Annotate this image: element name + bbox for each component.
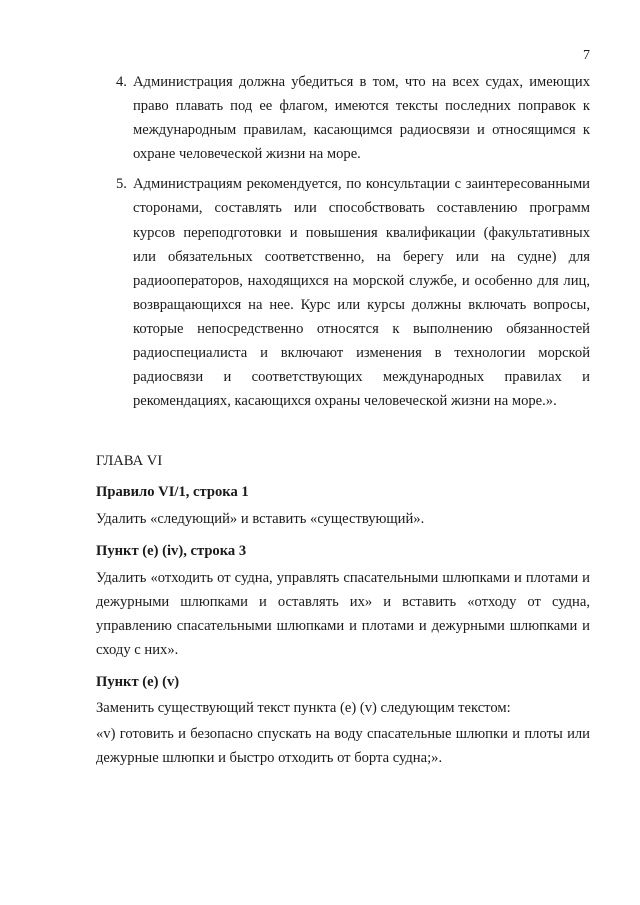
list-item-number: 5.	[116, 176, 127, 193]
numbered-list	[116, 70, 590, 413]
list-item-text: Администрация должна убедиться в том, что на всех судах, имеющих право плавать под ее флагом, имеются тексты последних поправок к международным правилам, касающимся радиосвязи и относящимся к охране человеческой жизни на море.	[133, 74, 590, 163]
page-number: 7	[583, 48, 590, 63]
section-paragraph: «v) готовить и безопасно спускать на воду спасательные шлюпки и плоты или дежурные шлюпки и быстро отходить от борта судна;».	[96, 726, 590, 767]
chapter-title: ГЛАВА VI	[96, 453, 163, 469]
list-item-text: Администрациям рекомендуется, по консультации с заинтересованными сторонами, составлять или способствовать составлению программ курсов переподготовки и повышения квалификации (факультативных или обязательных соответственно, на берегу или на судне) для радиооператоров, находящихся на морской службе, и особенно для лиц, возвращающихся на нее. Курс или курсы должны включать вопросы, которые непосредственно относятся к выполнению обязанностей радиоспециалиста и включают изменения в технологии морской радиосвязи и соответствующих международных правилах и рекомендациях, касающихся охраны человеческой жизни на море.».	[133, 176, 590, 410]
list-item-number: 4.	[116, 74, 127, 90]
section-heading: Пункт (е) (iv), строка 3	[96, 543, 247, 559]
section-paragraph: Удалить «следующий» и вставить «существующий».	[96, 511, 425, 527]
section-heading: Правило VI/1, строка 1	[96, 484, 249, 500]
list-item	[116, 172, 590, 413]
section-paragraph: Заменить существующий текст пункта (е) (v) следующим текстом:	[96, 700, 511, 716]
list-item	[116, 70, 590, 166]
section-heading: Пункт (е) (v)	[96, 674, 180, 690]
section-paragraph: Удалить «отходить от судна, управлять спасательными шлюпками и плотами и дежурными шлюпками и оставлять их» и вставить «отходу от судна, управлению спасательными шлюпками и плотами и дежурными шлюпками и сходу с них».	[96, 570, 590, 659]
